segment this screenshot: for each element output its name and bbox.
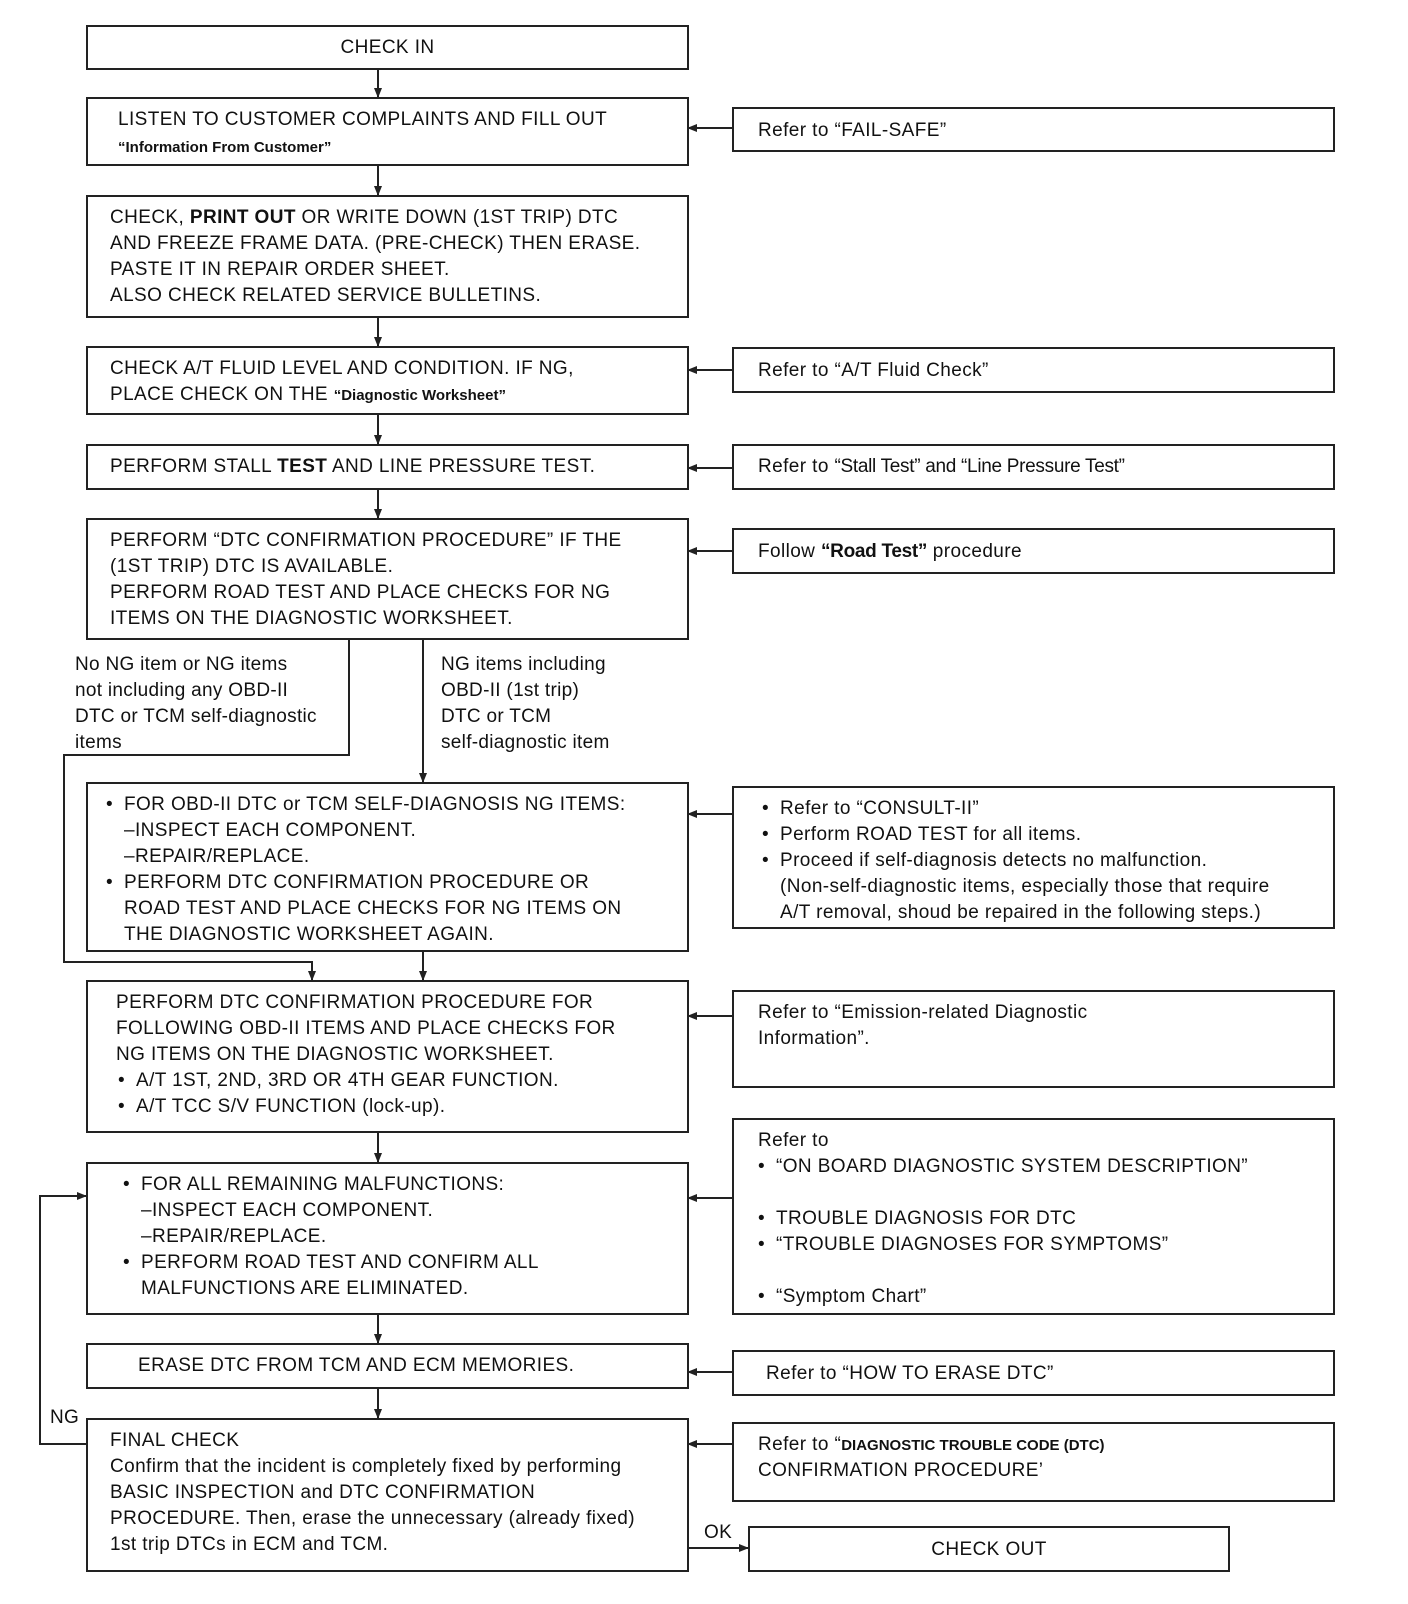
ref-obd-line5: • “Symptom Chart” [776,1284,927,1310]
step-dtc-road-line2: (1ST TRIP) DTC IS AVAILABLE. [110,556,394,577]
ref-consult-line1: • Refer to “CONSULT-II” [780,796,979,822]
ref-stall-label: Refer to “Stall Test” and “Line Pressure Test” [758,456,1125,477]
step-following-line3: NG ITEMS ON THE DIAGNOSTIC WORKSHEET. [116,1044,554,1065]
ref-road-test-label: Follow “Road Test” procedure [758,541,1022,562]
ref-stall-test [732,444,1335,490]
ng-label: NG [50,1407,80,1428]
step-obd-line4: • PERFORM DTC CONFIRMATION PROCEDURE OR [124,870,589,896]
step-final-line1: FINAL CHECK [110,1430,240,1451]
step-dtc-road-line3: PERFORM ROAD TEST AND PLACE CHECKS FOR NG [110,582,611,603]
ref-obd-line3: • TROUBLE DIAGNOSIS FOR DTC [776,1206,1076,1232]
step-following-line2: FOLLOWING OBD-II ITEMS AND PLACE CHECKS FOR [116,1018,616,1039]
ref-consult-line2: • Perform ROAD TEST for all items. [780,822,1081,848]
ok-label: OK [704,1522,733,1543]
step-erase-dtc [86,1343,689,1389]
step-final-line4: PROCEDURE. Then, erase the unnecessary (already fixed) [110,1508,635,1529]
ref-emission [732,990,1335,1088]
step-check-out [748,1526,1230,1572]
branch-right-line2: OBD-II (1st trip) [441,680,580,701]
step-remaining-line5: MALFUNCTIONS ARE ELIMINATED. [141,1278,469,1299]
ref-fail-safe [732,107,1335,152]
step-obd-line6: THE DIAGNOSTIC WORKSHEET AGAIN. [124,924,494,945]
step-dtc-road-line4: ITEMS ON THE DIAGNOSTIC WORKSHEET. [110,608,513,629]
ref-consult-line4: (Non-self-diagnostic items, especially those that require [780,876,1270,897]
step-obd-line3: –REPAIR/REPLACE. [124,846,310,867]
step-print-line4: ALSO CHECK RELATED SERVICE BULLETINS. [110,285,542,306]
step-check-out-label: CHECK OUT [931,1539,1047,1560]
step-remaining-line2: –INSPECT EACH COMPONENT. [141,1200,434,1221]
step-following-line1: PERFORM DTC CONFIRMATION PROCEDURE FOR [116,992,594,1013]
step-final-check [86,1418,689,1572]
ref-fluid-check [732,347,1335,393]
step-following-line4: • A/T 1ST, 2ND, 3RD OR 4TH GEAR FUNCTION. [136,1068,559,1094]
branch-left-line2: not including any OBD-II [75,680,289,701]
step-following-items [86,980,689,1133]
ref-emission-line2: Information”. [758,1028,870,1049]
step-check-in-label: CHECK IN [340,37,435,58]
step-fluid-line2: PLACE CHECK ON THE “Diagnostic Worksheet” [110,384,506,405]
ref-dtc-conf-line2: CONFIRMATION PROCEDURE’ [758,1460,1044,1481]
branch-right-line4: self-diagnostic item [441,732,610,753]
step-obd-line1: • FOR OBD-II DTC or TCM SELF-DIAGNOSIS NG ITEMS: [124,792,626,818]
ref-consult-line3: • Proceed if self-diagnosis detects no malfunction. [780,848,1207,874]
step-final-line5: 1st trip DTCs in ECM and TCM. [110,1534,389,1555]
step-obd-line5: ROAD TEST AND PLACE CHECKS FOR NG ITEMS ON [124,898,622,919]
branch-left-line1: No NG item or NG items [75,654,288,675]
ref-erase-dtc [732,1350,1335,1396]
branch-left-line4: items [75,732,122,753]
step-print-line2: AND FREEZE FRAME DATA. (PRE-CHECK) THEN ERASE. [110,233,641,254]
branch-right-line3: DTC or TCM [441,706,552,727]
ref-obd-line2: • “ON BOARD DIAGNOSTIC SYSTEM DESCRIPTION” [776,1154,1248,1180]
step-final-line3: BASIC INSPECTION and DTC CONFIRMATION [110,1482,536,1503]
step-remaining-line4: • PERFORM ROAD TEST AND CONFIRM ALL [141,1250,539,1276]
step-dtc-road-test [86,518,689,640]
step-remaining-malfunctions [86,1162,689,1315]
ref-emission-line1: Refer to “Emission-related Diagnostic [758,1002,1088,1023]
step-print-out [86,195,689,318]
step-listen-line2: “Information From Customer” [118,139,332,156]
branch-left-line3: DTC or TCM self-diagnostic [75,706,317,727]
step-following-line5: • A/T TCC S/V FUNCTION (lock-up). [136,1094,445,1120]
step-fluid-check [86,346,689,415]
step-print-line3: PASTE IT IN REPAIR ORDER SHEET. [110,259,450,280]
step-erase-label: ERASE DTC FROM TCM AND ECM MEMORIES. [138,1355,575,1376]
step-listen [86,97,689,166]
ref-obd-line1: Refer to [758,1130,829,1151]
ref-erase-label: Refer to “HOW TO ERASE DTC” [766,1363,1054,1384]
step-listen-line1: LISTEN TO CUSTOMER COMPLAINTS AND FILL OUT [118,109,608,130]
step-remaining-line1: • FOR ALL REMAINING MALFUNCTIONS: [141,1172,504,1198]
ref-fail-safe-label: Refer to “FAIL-SAFE” [758,120,947,141]
ref-obd-line4: • “TROUBLE DIAGNOSES FOR SYMPTOMS” [776,1232,1169,1258]
ref-consult-line5: A/T removal, shoud be repaired in the following steps.) [780,902,1262,923]
ref-consult [732,786,1335,929]
step-obd-items [86,782,689,952]
ref-dtc-conf-line1: Refer to “DIAGNOSTIC TROUBLE CODE (DTC) [758,1434,1105,1455]
step-obd-line2: –INSPECT EACH COMPONENT. [124,820,417,841]
step-fluid-line1: CHECK A/T FLUID LEVEL AND CONDITION. IF NG, [110,358,574,379]
ref-dtc-confirmation [732,1422,1335,1502]
step-final-line2: Confirm that the incident is completely fixed by performing [110,1456,622,1477]
step-print-line1: CHECK, PRINT OUT OR WRITE DOWN (1ST TRIP) DTC [110,207,619,228]
ref-road-test [732,528,1335,574]
branch-right-line1: NG items including [441,654,606,675]
step-dtc-road-line1: PERFORM “DTC CONFIRMATION PROCEDURE” IF THE [110,530,622,551]
step-check-in [86,25,689,70]
step-remaining-line3: –REPAIR/REPLACE. [141,1226,327,1247]
step-stall-label: PERFORM STALL TEST AND LINE PRESSURE TEST. [110,456,596,477]
ref-obd-description [732,1118,1335,1315]
step-stall-test [86,444,689,490]
ref-fluid-check-label: Refer to “A/T Fluid Check” [758,360,989,381]
